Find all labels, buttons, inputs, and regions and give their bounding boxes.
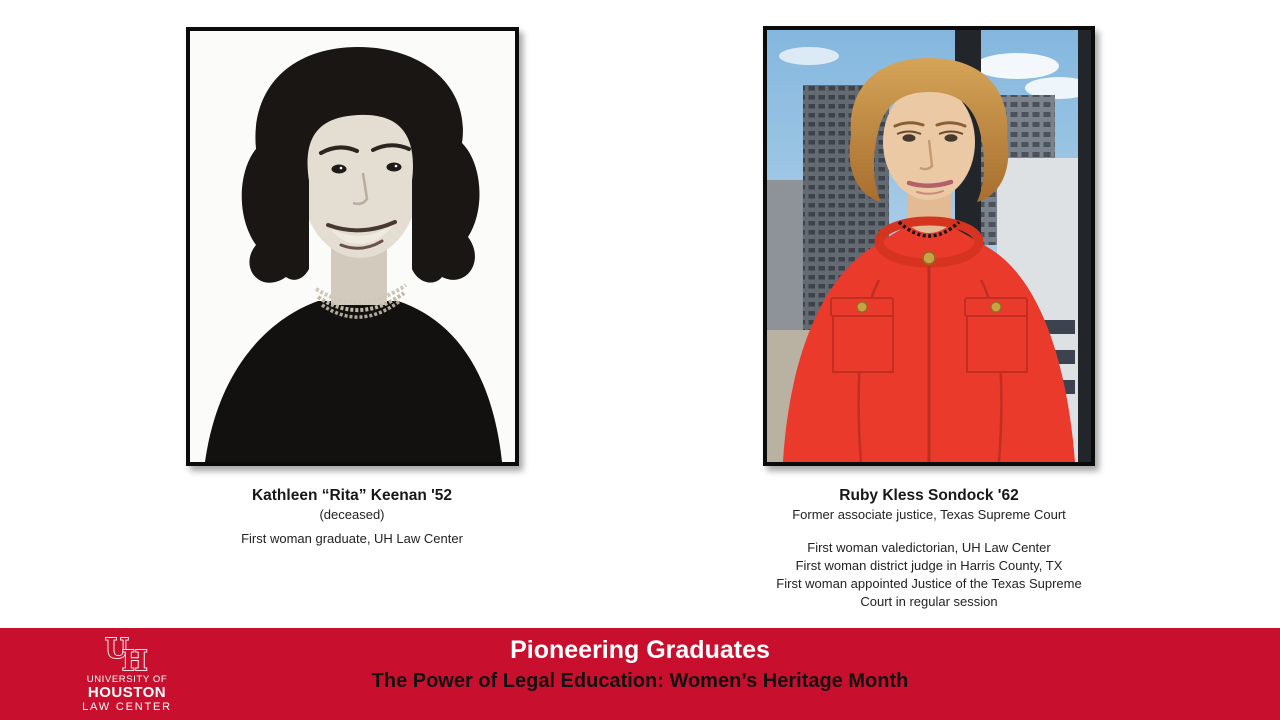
sondock-photo-frame: [763, 26, 1095, 466]
uh-interlocking-mark-icon: [104, 632, 150, 672]
sondock-achievement: First woman valedictorian, UH Law Center: [807, 539, 1051, 555]
footer-text-block: [0, 628, 1280, 693]
sondock-name: Ruby Kless Sondock '62: [839, 487, 1019, 504]
slide-subtitle: The Power of Legal Education: Women’s Heritage Month: [371, 670, 909, 692]
sondock-achievements: [764, 539, 1094, 611]
footer-bar: [0, 628, 1280, 720]
keenan-caption: [187, 486, 517, 547]
sondock-title: Former associate justice, Texas Supreme Court: [792, 507, 1066, 522]
keenan-status: (deceased): [319, 507, 385, 522]
keenan-achievement: First woman graduate, UH Law Center: [241, 530, 463, 546]
sondock-achievement: First woman appointed Justice of the Texas Supreme Court in regular session: [776, 575, 1082, 609]
logo-houston: HOUSTON: [87, 684, 167, 701]
logo-university-of: UNIVERSITY OF: [86, 674, 168, 685]
keenan-photo-frame: [186, 27, 519, 466]
slide-title: Pioneering Graduates: [510, 636, 770, 664]
uh-law-center-logo: [68, 632, 186, 714]
sondock-caption: [764, 486, 1094, 611]
sondock-portrait-photo-icon: [767, 30, 1091, 462]
keenan-portrait-photo-icon: [190, 31, 515, 462]
svg-text:U: U: [105, 634, 129, 665]
svg-text:H: H: [122, 646, 148, 672]
keenan-name: Kathleen “Rita” Keenan '52: [251, 487, 453, 504]
sondock-achievement: First woman district judge in Harris County, TX: [795, 557, 1063, 573]
logo-law-center: LAW CENTER: [82, 701, 172, 713]
